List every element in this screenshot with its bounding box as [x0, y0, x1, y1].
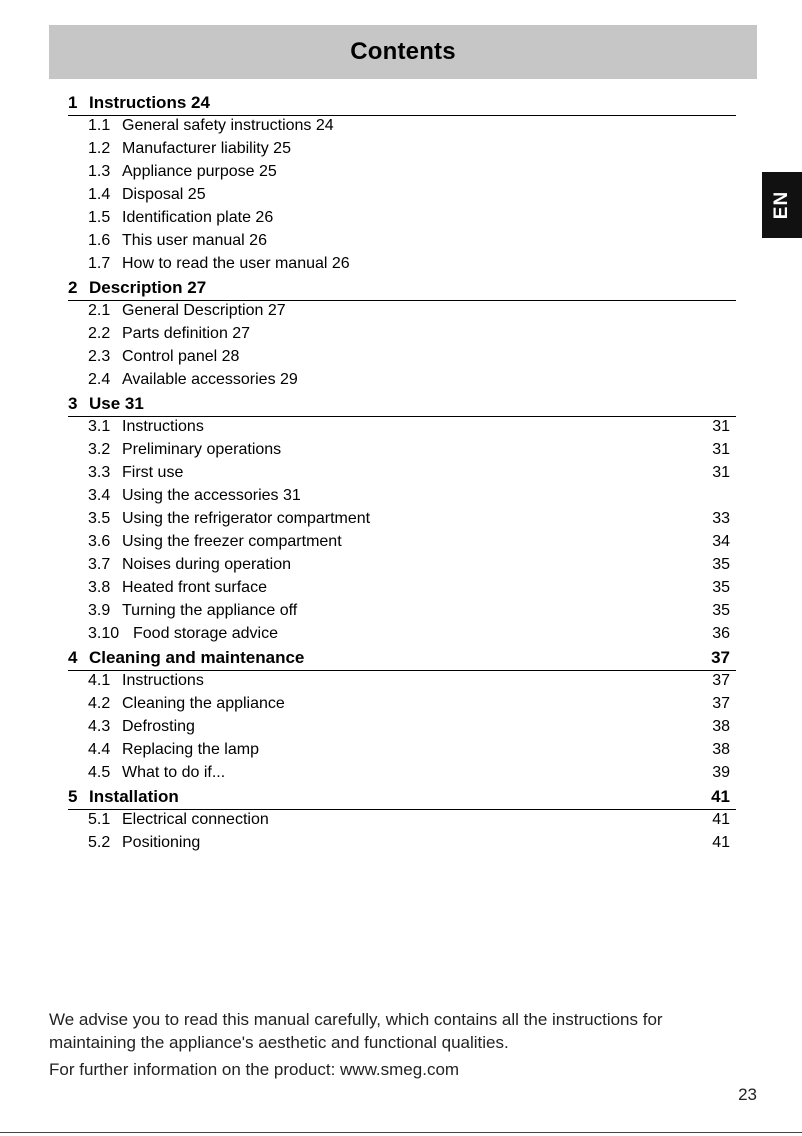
- toc-entry[interactable]: [68, 208, 736, 231]
- toc-entry[interactable]: [68, 463, 736, 486]
- footer-line-3: For further information on the product: www.smeg.com: [49, 1060, 460, 1079]
- toc-entry-num: 2.1: [88, 302, 111, 319]
- toc-entry[interactable]: [68, 810, 736, 833]
- language-tab-label: EN: [771, 190, 792, 220]
- table-of-contents: [68, 92, 736, 856]
- toc-entry-num: 2.4: [88, 371, 111, 388]
- toc-entry-title: Instructions: [122, 418, 204, 435]
- toc-entry[interactable]: [68, 555, 736, 578]
- footer-note: [49, 1008, 749, 1081]
- toc-entry-num: 3.6: [88, 533, 111, 550]
- toc-entry-num: 4.4: [88, 741, 111, 758]
- toc-entry-title: Available accessories 29: [122, 371, 298, 388]
- toc-entry-page: 31: [712, 441, 730, 458]
- toc-entry-num: 1.3: [88, 163, 111, 180]
- toc-entry-title: Food storage advice: [133, 625, 278, 642]
- toc-entry[interactable]: [68, 417, 736, 440]
- toc-entry-page: 37: [712, 695, 730, 712]
- toc-entry[interactable]: [68, 301, 736, 324]
- toc-entry-title: General safety instructions 24: [122, 117, 334, 134]
- toc-entry-title: Manufacturer liability 25: [122, 140, 291, 157]
- toc-entry-title: Using the accessories 31: [122, 487, 301, 504]
- toc-section-title: Instructions 24: [89, 93, 210, 112]
- toc-entry-title: Defrosting: [122, 718, 195, 735]
- toc-entry[interactable]: [68, 162, 736, 185]
- toc-entry-num: 3.1: [88, 418, 111, 435]
- toc-entry[interactable]: [68, 324, 736, 347]
- toc-entry-title: Identification plate 26: [122, 209, 274, 226]
- footer-line-1: We advise you to read this manual carefully, which contains all the instructions for: [49, 1010, 663, 1029]
- toc-entry-num: 4.2: [88, 695, 111, 712]
- toc-entry-page: 41: [712, 811, 730, 828]
- toc-section-heading[interactable]: [68, 92, 736, 116]
- toc-entry-title: Noises during operation: [122, 556, 291, 573]
- toc-entry[interactable]: [68, 347, 736, 370]
- page-number: 23: [738, 1085, 757, 1104]
- toc-entry-title: Preliminary operations: [122, 441, 282, 458]
- toc-entry-title: Disposal 25: [122, 186, 206, 203]
- toc-entry-num: 1.4: [88, 186, 111, 203]
- toc-entry-num: 5.1: [88, 811, 111, 828]
- toc-entry-num: 3.8: [88, 579, 111, 596]
- toc-entry-title: First use: [122, 464, 184, 481]
- toc-entry-title: Positioning: [122, 834, 201, 851]
- toc-entry[interactable]: [68, 139, 736, 162]
- toc-entry-page: 41: [712, 834, 730, 851]
- toc-entry[interactable]: [68, 717, 736, 740]
- toc-entry[interactable]: [68, 486, 736, 509]
- toc-entry-num: 1.7: [88, 255, 111, 272]
- toc-entry-title: What to do if...: [122, 764, 226, 781]
- toc-section-num: 5: [68, 787, 78, 806]
- toc-entry[interactable]: [68, 763, 736, 786]
- toc-entry[interactable]: [68, 624, 736, 647]
- contents-header: [49, 25, 757, 79]
- toc-entry-num: 4.3: [88, 718, 111, 735]
- toc-entry-title: This user manual 26: [122, 232, 267, 249]
- footer-line-2: maintaining the appliance's aesthetic and functional qualities.: [49, 1033, 509, 1052]
- toc-entry[interactable]: [68, 254, 736, 277]
- toc-entry-num: 3.4: [88, 487, 111, 504]
- toc-entry-num: 4.1: [88, 672, 111, 689]
- toc-section-heading[interactable]: [68, 277, 736, 301]
- toc-section-title: Description 27: [89, 278, 207, 297]
- toc-entry-title: Replacing the lamp: [122, 741, 259, 758]
- toc-section-heading[interactable]: [68, 393, 736, 417]
- toc-entry-num: 3.2: [88, 441, 111, 458]
- toc-entry-num: 4.5: [88, 764, 111, 781]
- toc-section-num: 4: [68, 648, 78, 667]
- toc-entry-num: 3.3: [88, 464, 111, 481]
- toc-section-num: 2: [68, 278, 78, 297]
- toc-entry-page: 39: [712, 764, 730, 781]
- toc-entry-num: 3.7: [88, 556, 111, 573]
- toc-entry-title: Parts definition 27: [122, 325, 251, 342]
- toc-entry[interactable]: [68, 694, 736, 717]
- toc-entry-num: 3.9: [88, 602, 111, 619]
- toc-entry-title: Using the freezer compartment: [122, 533, 342, 550]
- toc-entry-page: 37: [712, 672, 730, 689]
- toc-section-heading[interactable]: [68, 647, 736, 671]
- toc-entry[interactable]: [68, 578, 736, 601]
- toc-entry[interactable]: [68, 231, 736, 254]
- toc-entry-num: 3.5: [88, 510, 111, 527]
- toc-entry-num: 2.2: [88, 325, 111, 342]
- toc-entry[interactable]: [68, 601, 736, 624]
- toc-entry-page: 38: [712, 741, 730, 758]
- toc-section-heading[interactable]: [68, 786, 736, 810]
- toc-section: [68, 393, 736, 647]
- toc-entry-num: 1.1: [88, 117, 111, 134]
- toc-entry-page: 31: [712, 464, 730, 481]
- toc-entry-num: 5.2: [88, 834, 111, 851]
- toc-entry-title: How to read the user manual 26: [122, 255, 350, 272]
- toc-entry[interactable]: [68, 671, 736, 694]
- toc-section: [68, 277, 736, 393]
- toc-entry[interactable]: [68, 440, 736, 463]
- toc-entry-page: 36: [712, 625, 730, 642]
- toc-section-page: 41: [711, 787, 730, 806]
- toc-entry[interactable]: [68, 509, 736, 532]
- toc-section-page: 37: [711, 648, 730, 667]
- toc-section-num: 3: [68, 394, 78, 413]
- toc-entry[interactable]: [68, 833, 736, 856]
- toc-entry[interactable]: [68, 740, 736, 763]
- toc-entry-title: Instructions: [122, 672, 204, 689]
- toc-entry-page: 33: [712, 510, 730, 527]
- toc-entry-title: Turning the appliance off: [122, 602, 298, 619]
- toc-section: [68, 786, 736, 856]
- toc-entry-page: 35: [712, 556, 730, 573]
- toc-section-title: Use 31: [89, 394, 144, 413]
- toc-entry-title: Control panel 28: [122, 348, 240, 365]
- toc-entry-num: 3.10: [88, 625, 120, 642]
- toc-entry-title: Electrical connection: [122, 811, 269, 828]
- toc-entry[interactable]: [68, 532, 736, 555]
- toc-entry-title: Appliance purpose 25: [122, 163, 277, 180]
- toc-section: [68, 92, 736, 277]
- toc-entry-page: 35: [712, 602, 730, 619]
- toc-entry-title: Cleaning the appliance: [122, 695, 285, 712]
- toc-section-title: Cleaning and maintenance: [89, 648, 305, 667]
- language-tab: [762, 172, 802, 238]
- toc-entry-page: 31: [712, 418, 730, 435]
- toc-section-title: Installation: [89, 787, 179, 806]
- toc-entry-num: 1.2: [88, 140, 111, 157]
- toc-section-num: 1: [68, 93, 78, 112]
- toc-entry-title: Heated front surface: [122, 579, 267, 596]
- toc-entry-num: 2.3: [88, 348, 111, 365]
- toc-entry-num: 1.5: [88, 209, 111, 226]
- toc-entry-page: 34: [712, 533, 730, 550]
- toc-section: [68, 647, 736, 786]
- toc-entry-page: 38: [712, 718, 730, 735]
- toc-entry[interactable]: [68, 185, 736, 208]
- toc-entry-page: 35: [712, 579, 730, 596]
- toc-entry-title: Using the refrigerator compartment: [122, 510, 371, 527]
- toc-entry[interactable]: [68, 370, 736, 393]
- bottom-divider: [0, 1132, 802, 1133]
- page-title: Contents: [350, 38, 456, 65]
- toc-entry-num: 1.6: [88, 232, 111, 249]
- toc-entry-title: General Description 27: [122, 302, 286, 319]
- toc-entry[interactable]: [68, 116, 736, 139]
